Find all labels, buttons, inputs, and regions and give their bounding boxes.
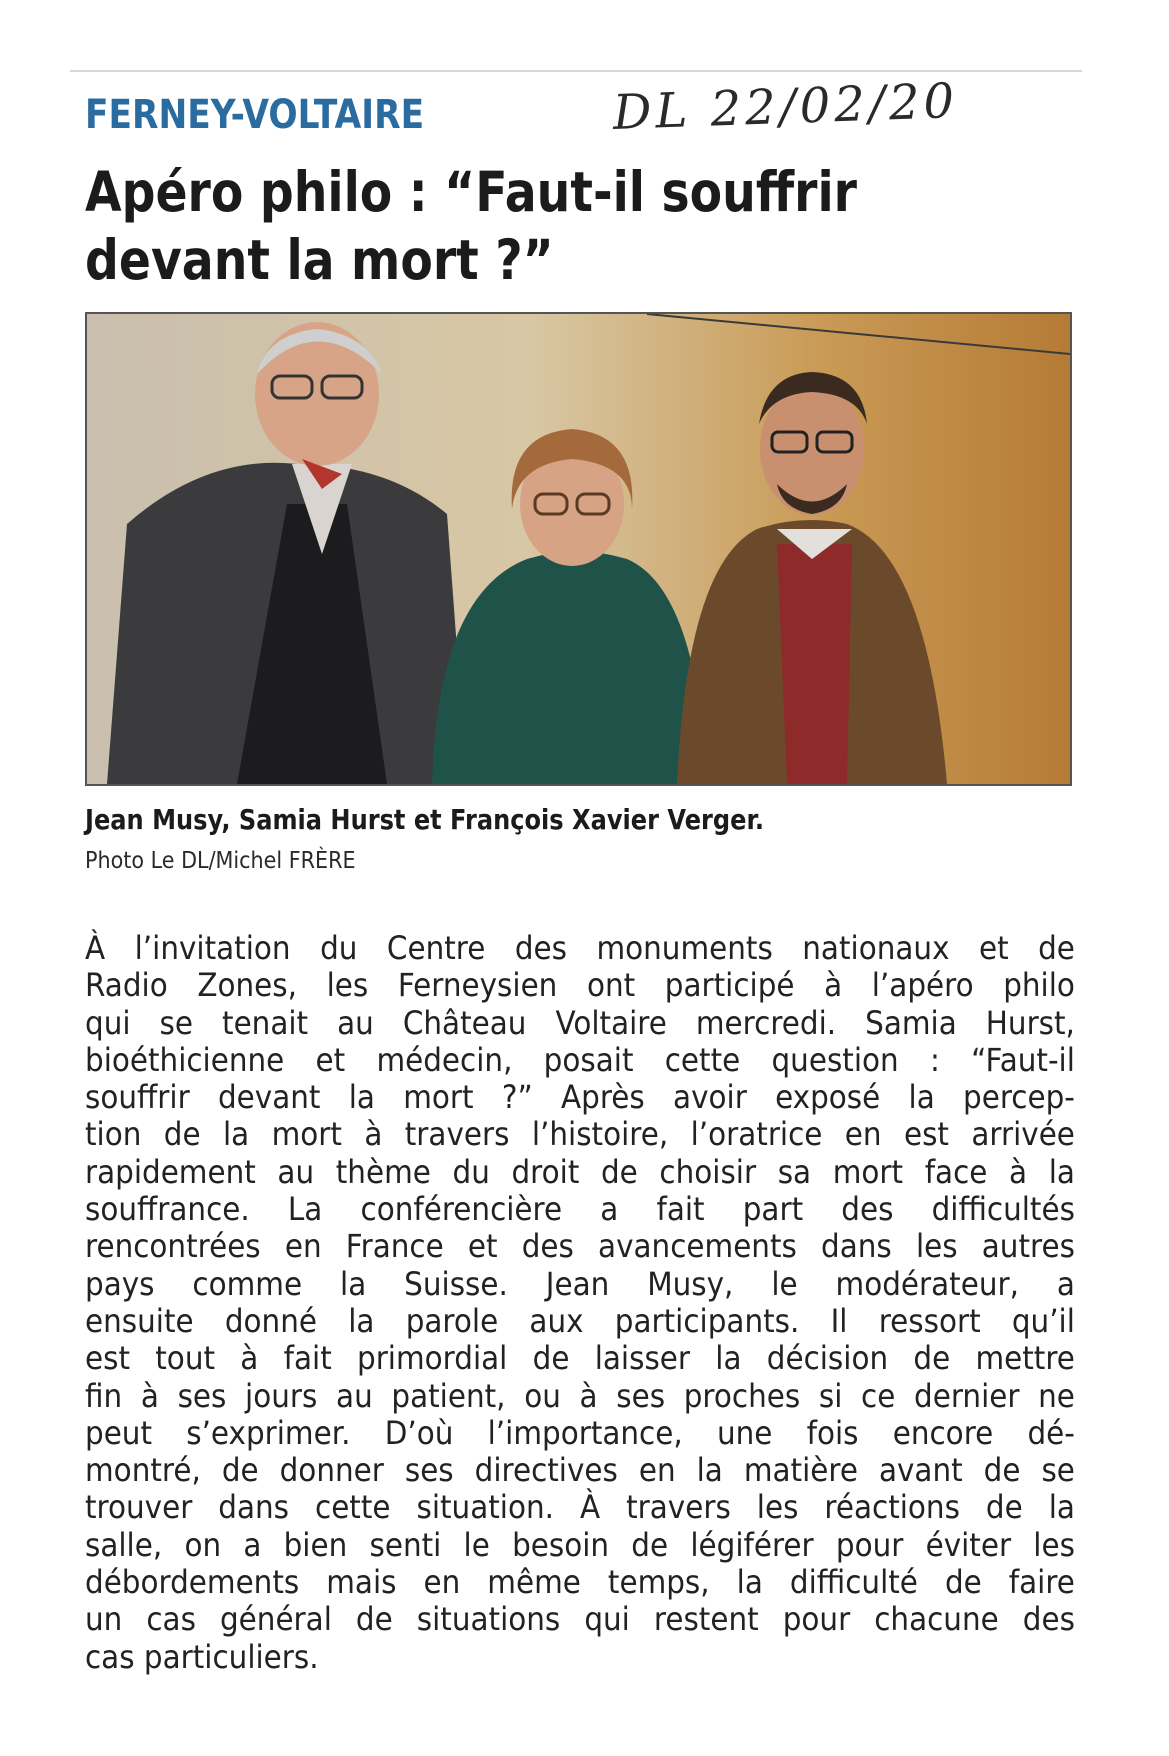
photo-credit: Photo Le DL/Michel FRÈRE (85, 848, 356, 874)
body-line: un cas général de situations qui restent pour chacune des (85, 1600, 1075, 1639)
headline-line-1: Apéro philo : “Faut-il souffrir (85, 160, 857, 224)
headline-line-2: devant la mort ?” (85, 228, 554, 292)
body-line: bioéthicienne et médecin, posait cette question : “Faut-il (85, 1040, 1075, 1079)
body-line: souffrir devant la mort ?” Après avoir exposé la percep- (85, 1078, 1075, 1117)
body-line: Radio Zones, les Ferneysien ont participé à l’apéro philo (85, 966, 1075, 1005)
headline (85, 158, 945, 294)
photo-caption: Jean Musy, Samia Hurst et François Xavier Verger. (85, 803, 765, 836)
body-line: qui se tenait au Château Voltaire mercredi. Samia Hurst, (85, 1003, 1075, 1042)
location-kicker: FERNEY-VOLTAIRE (85, 92, 425, 138)
body-line: rencontrées en France et des avancements dans les autres (85, 1227, 1075, 1266)
body-line: débordements mais en même temps, la difficulté de faire (85, 1563, 1075, 1602)
body-line: pays comme la Suisse. Jean Musy, le modérateur, a (85, 1264, 1075, 1303)
body-line: trouver dans cette situation. À travers les réactions de la (85, 1488, 1075, 1527)
article-body (85, 930, 1075, 1676)
body-line: rapidement au thème du droit de choisir sa mort face à la (85, 1152, 1075, 1191)
body-line: cas particuliers. (85, 1637, 319, 1676)
body-line: peut s’exprimer. D’où l’importance, une fois encore dé- (85, 1413, 1075, 1452)
body-line: tion de la mort à travers l’histoire, l’oratrice en est arrivée (85, 1115, 1075, 1154)
body-line: salle, on a bien senti le besoin de légiférer pour éviter les (85, 1525, 1075, 1564)
body-line: À l’invitation du Centre des monuments nationaux et de (85, 929, 1075, 967)
top-rule (70, 70, 1082, 72)
body-line: souffrance. La conférencière a fait part des difficultés (85, 1190, 1075, 1229)
article-photo (85, 312, 1072, 786)
body-line: montré, de donner ses directives en la matière avant de se (85, 1451, 1075, 1490)
body-line: est tout à fait primordial de laisser la décision de mettre (85, 1339, 1075, 1378)
photo-illustration (87, 314, 1070, 784)
handwritten-date-note: DL 22/02/20 (612, 72, 959, 141)
body-line: ensuite donné la parole aux participants. Il ressort qu’il (85, 1301, 1075, 1340)
body-line: fin à ses jours au patient, ou à ses proches si ce dernier ne (85, 1376, 1075, 1415)
